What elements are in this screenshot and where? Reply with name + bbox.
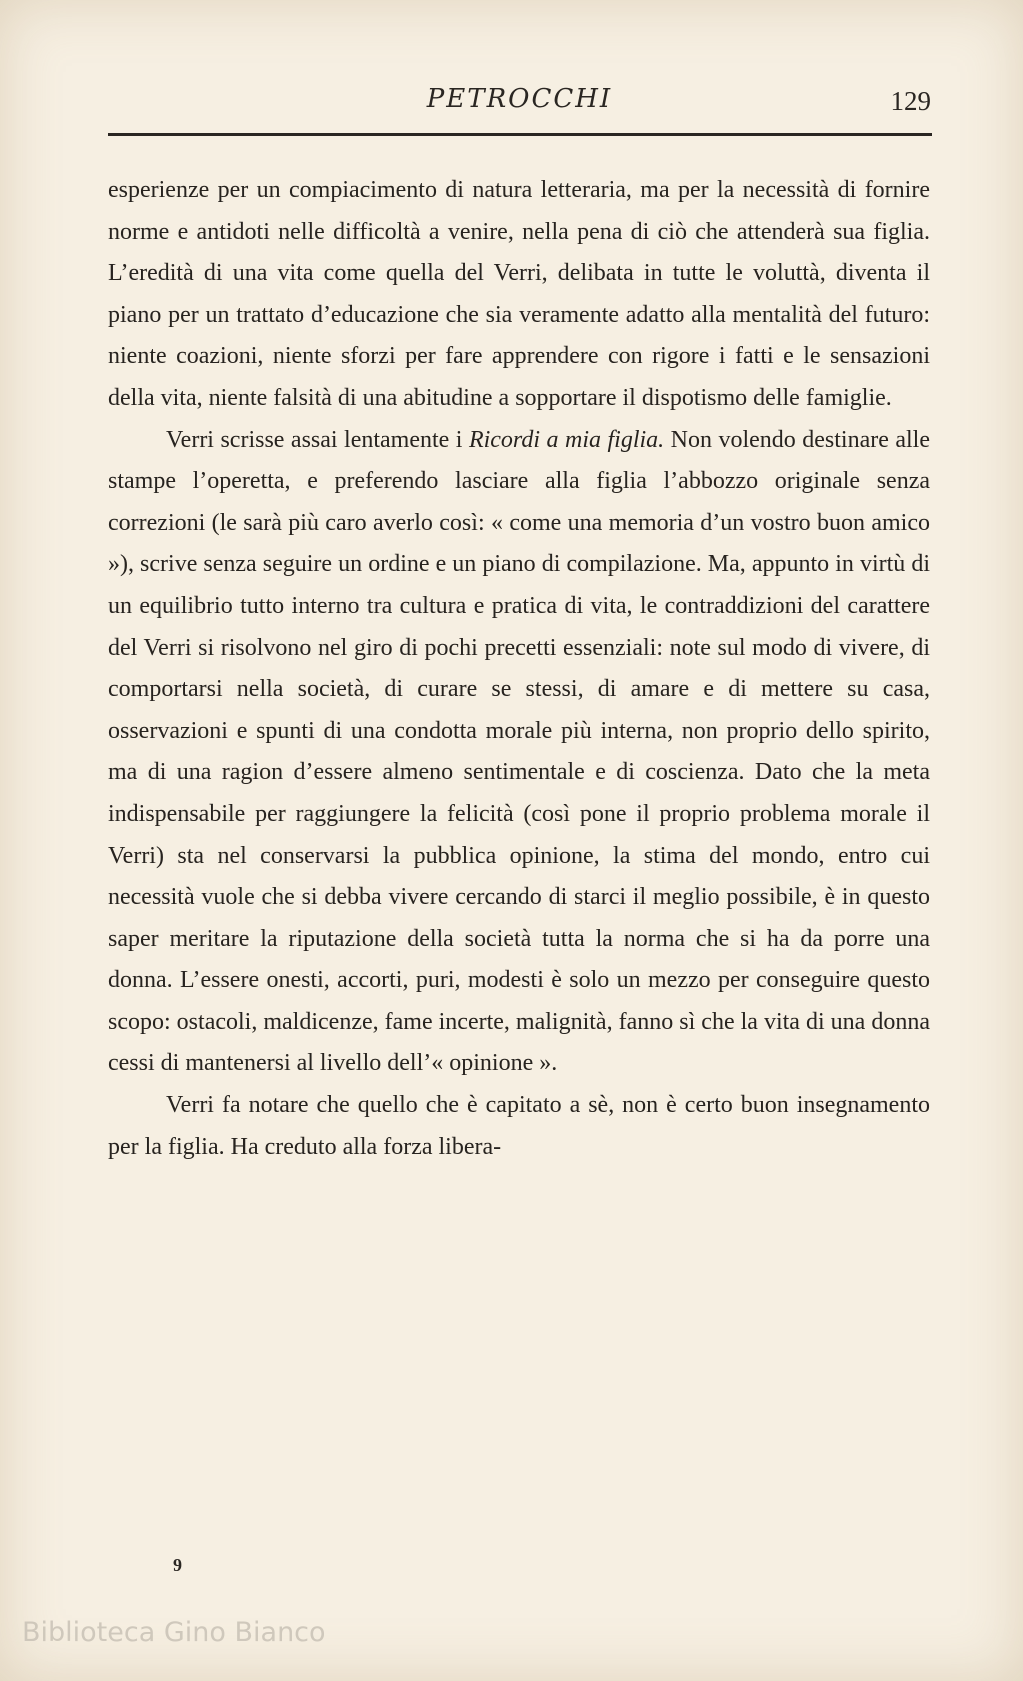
header-rule [108, 133, 932, 136]
paragraph-2-rest: Non volendo destinare alle stampe l’operetta, e preferendo lasciare alla figlia l’abbozzo originale senza correzioni (le sarà più caro averlo così: « come una memoria d’un vostro buon amico »), scrive senza seguire un ordine e un piano di compilazione. Ma, appunto in virtù di un equilibrio tutto interno tra cultura e pratica di vita, le contraddizioni del carattere del Verri si risolvono nel giro di pochi precetti essenziali: note sul modo di vivere, di comportarsi nella società, di curare se stessi, di amare e di mettere su casa, osservazioni e spunti di una condotta morale più interna, non proprio dello spirito, ma di una ragion d’essere almeno sentimentale e di coscienza. Dato che la meta indispensabile per raggiungere la felicità (così pone il proprio problema morale il Verri) sta nel conservarsi la pubblica opinione, la stima del mondo, entro cui necessità vuole che si debba vivere cercando di starci il meglio possibile, è in questo saper meritare la riputazione della società tutta la norma che si ha da porre una donna. L’essere onesti, accorti, puri, modesti è solo un mezzo per conseguire questo scopo: ostacoli, maldicenze, fame incerte, malignità, fanno sì che la vita di una donna cessi di mantenersi al livello dell’« opinione ». [108, 426, 930, 1077]
paragraph-1: esperienze per un compiacimento di natura letteraria, ma per la necessità di fornire norme e antidoti nelle difficoltà a venire, nella pena di ciò che attenderà sua figlia. L’eredità di una vita come quella del Verri, delibata in tutte le voluttà, diventa il piano per un trattato d’educazione che sia veramente adatto alla mentalità del futuro: niente coazioni, niente sforzi per fare apprendere con rigore i fatti e le sensazioni della vita, niente falsità di una abitudine a sopportare il dispotismo delle famiglie. [108, 177, 930, 411]
running-title: PETROCCHI [426, 84, 613, 114]
signature-mark: 9 [173, 1555, 182, 1575]
work-title: Ricordi a mia figlia. [468, 426, 665, 453]
paragraph-2-lead: Verri scrisse assai lentamente i [166, 426, 469, 453]
page-number: 129 [890, 86, 931, 116]
paragraph-2 [108, 420, 930, 1086]
running-head [108, 84, 931, 124]
body-text [108, 170, 930, 1168]
library-watermark: Biblioteca Gino Bianco [22, 1617, 326, 1648]
paragraph-3: Verri fa notare che quello che è capitato a sè, non è certo buon insegnamento per la figlia. Ha creduto alla forza libera- [108, 1092, 930, 1160]
